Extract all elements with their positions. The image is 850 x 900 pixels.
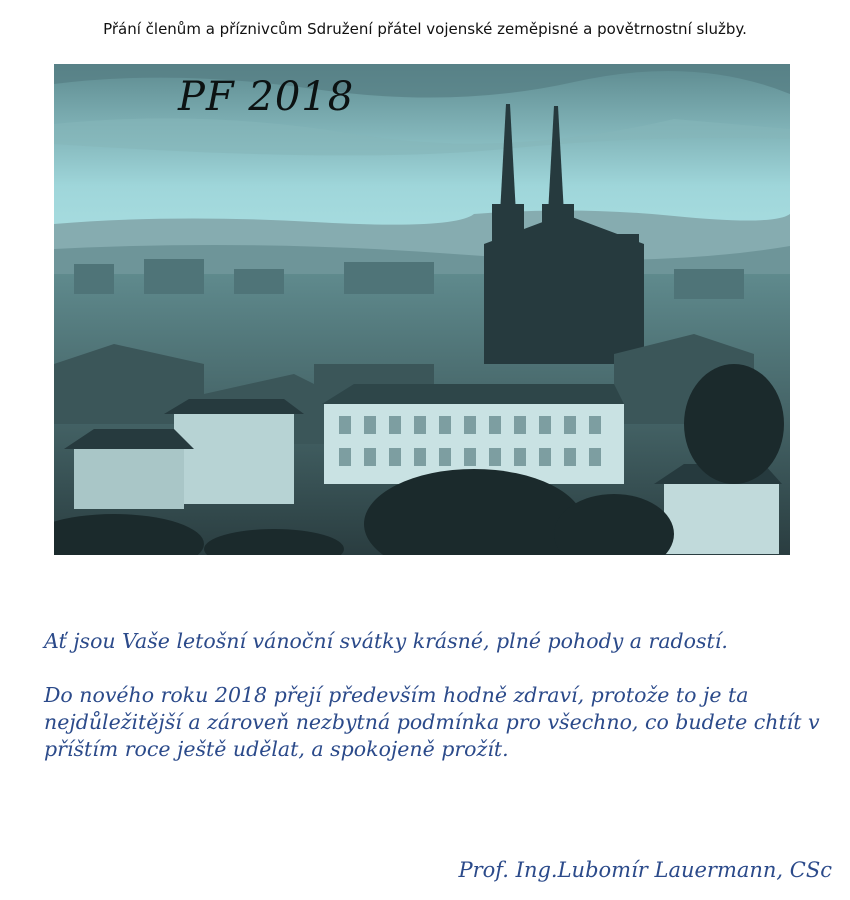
pf-2018-title: PF 2018 [178,74,355,120]
city-cathedral-photo [54,64,790,555]
greeting-line-1: Ať jsou Vaše letošní vánoční svátky krásné, plné pohody a radostí. [44,629,728,653]
signature: Prof. Ing.Lubomír Lauermann, CSc [458,858,832,882]
header-text: Přání členům a příznivcům Sdružení přátel vojenské zeměpisné a povětrnostní služby. [103,20,747,38]
greeting-paragraph-2: Do nového roku 2018 přejí především hodně zdraví, protože to je ta nejdůležitější a zároveň nezbytná podmínka pro všechno, co budete chtít v příštím roce ještě udělat, a spokojeně prožít. [44,683,820,761]
cathedral-skyline-illustration [54,64,790,555]
